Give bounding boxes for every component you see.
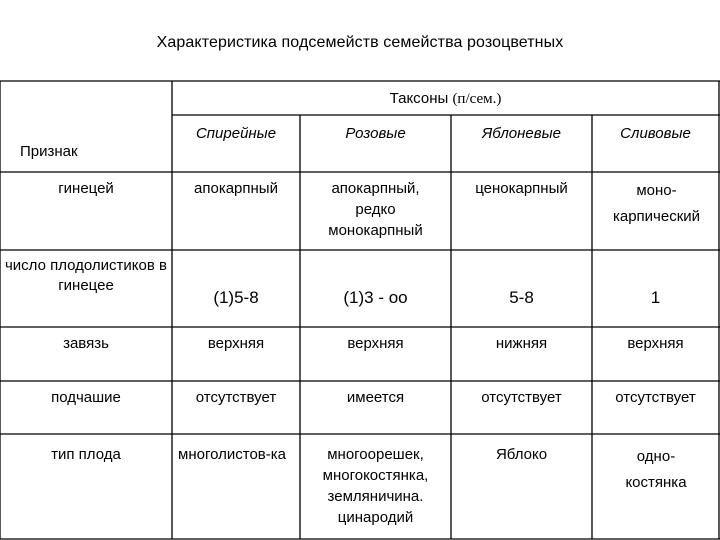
table-cell: нижняя (495, 335, 548, 352)
table-cell: отсутствует (481, 389, 562, 406)
table-cell: одно-костянка (625, 448, 687, 491)
page-title: Характеристика подсемейств семейства розоцветных (156, 34, 564, 51)
table-cell: имеется (346, 389, 405, 406)
table-cell: верхняя (627, 335, 684, 352)
trait-ovary: завязь (63, 335, 109, 352)
trait-header: Признак (20, 143, 78, 160)
table-cell: апокарпный (194, 180, 278, 197)
table-cell: Яблоко (495, 446, 548, 463)
taxa-header-suffix: (п/сем.) (452, 91, 502, 107)
table-cell: 1 (650, 288, 661, 307)
table-cell: (1)3 - оо (343, 288, 408, 307)
trait-epicalyx: подчашие (51, 389, 121, 406)
table-cell: апокарпный, редко монокарпный (328, 180, 423, 239)
table-cell: отсутствует (195, 389, 277, 406)
column-header-yablonevye: Яблоневые (482, 125, 561, 142)
column-header-spireinye: Спирейные (195, 125, 277, 142)
table-cell: ценокарпный (475, 180, 568, 197)
taxa-header-main: Таксоны (389, 90, 453, 107)
table-cell: многолистов-ка (178, 446, 286, 463)
column-header-rozovye: Розовые (345, 125, 406, 142)
trait-carpel-count: число плодолистиков в гинецее (4, 257, 167, 294)
table-cell: верхняя (347, 335, 404, 352)
table-cell: верхняя (207, 335, 265, 352)
table-cell: (1)5-8 (213, 288, 259, 307)
trait-gynoecium: гинецей (58, 180, 114, 197)
trait-fruit-type: тип плода (51, 446, 121, 463)
table-cell: многоорешек, многокостянка, земляничина. цинародий (322, 446, 429, 526)
table-cell: моно-карпический (612, 182, 701, 225)
column-header-slivovye: Сливовые (620, 125, 691, 142)
table-cell: 5-8 (509, 288, 534, 307)
taxa-header (172, 88, 719, 110)
table-cell: отсутствует (615, 389, 696, 406)
